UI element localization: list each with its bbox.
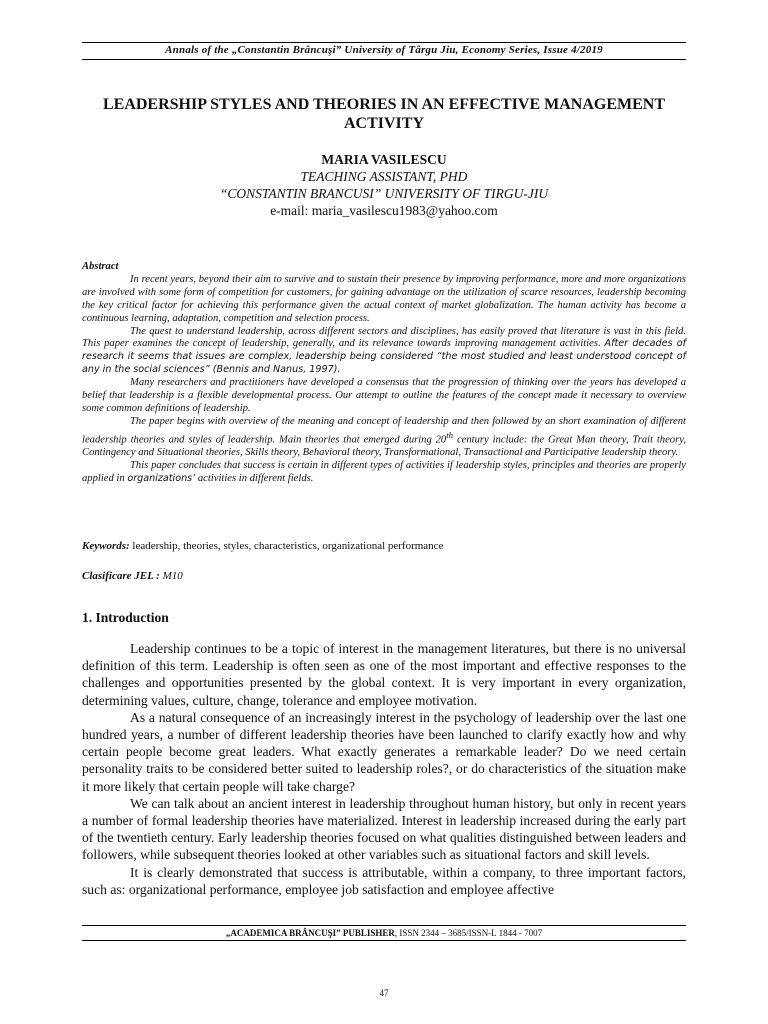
section-title: 1. Introduction xyxy=(82,610,169,625)
header-rule-top xyxy=(82,42,686,43)
keywords-label: Keywords: xyxy=(82,540,130,552)
superscript: th xyxy=(446,429,454,440)
author-affiliation: “CONSTANTIN BRANCUSI” UNIVERSITY OF TIRGU-JIU xyxy=(219,186,549,201)
abstract-text: The quest to understand leadership, across different sectors and disciplines, has easily proved that literature is vast in this field. This paper examines the concept of leadership, generally, and its relevance towards improving management activities. xyxy=(82,325,686,350)
author-name: MARIA VASILESCU xyxy=(321,152,447,167)
footer-rule-top xyxy=(82,925,686,926)
page-number: 47 xyxy=(379,988,389,998)
intro-paragraph: We can talk about an ancient interest in leadership throughout human history, but only in recent years a number of formal leadership theories have materialized. Interest in leadership increased during the early part of the twentieth century. Early leadership theories focused on what qualities distinguished between leaders and followers, while subsequent theories looked at other variables such as situational factors and skill levels. xyxy=(82,795,686,863)
header-rule-bottom xyxy=(82,59,686,60)
intro-paragraph: Leadership continues to be a topic of interest in the management literatures, but there is no universal definition of this term. Leadership is often seen as one of the most important and effective responses to the challenges and opportunities presented by the global context. It is very important in every organization, determining values, culture, change, tolerance and employee motivation. xyxy=(82,641,686,708)
jel-label: Clasificare JEL : xyxy=(82,570,160,582)
footer-publisher: „ACADEMICA BRÂNCUŞI” PUBLISHER xyxy=(225,928,395,938)
author-email: e-mail: maria_vasilescu1983@yahoo.com xyxy=(270,203,498,218)
abstract-text: This paper concludes that success is certain in different types of activities if leadership styles, principles and theories are properly applied in xyxy=(82,460,686,485)
journal-header: Annals of the „Constantin Brâncuşi” University of Târgu Jiu, Economy Series, Issue 4/2019 xyxy=(165,44,603,56)
abstract-label: Abstract xyxy=(82,261,119,272)
abstract-paragraph: Many researchers and practitioners have developed a consensus that the progression of thinking over the years has developed a belief that leadership is a flexible developmental process. Our attempt to outline the features of the concept made it necessary to overview some common definitions of leadership. xyxy=(82,377,686,414)
paper-title: LEADERSHIP STYLES AND THEORIES IN AN EFFECTIVE MANAGEMENT ACTIVITY xyxy=(102,96,666,132)
footer xyxy=(82,928,686,938)
intro-paragraph: As a natural consequence of an increasingly interest in the psychology of leadership over the last one hundred years, a number of different leadership theories have been launched to clarify exactly how and why certain people become great leaders. What exactly generates a remarkable leader? Do we need certain personality traits to be considered better suited to leadership roles?, or do characteristics of the situation make it more likely that certain people will take charge? xyxy=(82,709,686,794)
abstract-text: century include: the Great Man theory, Trait theory, Contingency and Situational theories, Skills theory, Behavioral theory, Transformational, Transactional and Participative leadership theory. xyxy=(82,434,686,459)
abstract-text: The paper begins with overview of the meaning and concept of leadership and then followed by an short examination of different leadership theories and styles of leadership. Main theories that emerged during 20 xyxy=(82,415,686,446)
jel-value: M10 xyxy=(162,570,183,582)
keywords-text: leadership, theories, styles, characteristics, organizational performance xyxy=(132,540,444,552)
abstract-text: activities in different fields. xyxy=(197,473,314,485)
abstract xyxy=(82,261,686,486)
abstract-paragraph xyxy=(82,460,686,486)
abstract-quote: After decades of research it seems that issues are complex, leadership being considered “the most studied and least understood concept of any in the social sciences” (Bennis and Nanus, 1997). xyxy=(82,338,686,376)
abstract-paragraph xyxy=(82,416,686,460)
intro-paragraph: It is clearly demonstrated that success is attributable, within a company, to three important factors, such as: organizational performance, employee job satisfaction and employee affective xyxy=(82,864,686,897)
author-position: TEACHING ASSISTANT, PHD xyxy=(300,169,468,184)
abstract-text: organizations’ xyxy=(127,473,196,485)
author-block xyxy=(82,151,686,219)
abstract-paragraph xyxy=(82,326,686,378)
abstract-paragraph: In recent years, beyond their aim to survive and to sustain their presence by improving performance, more and more organizations are involved with some form of competition for customers, for gaining advantage on the utilization of scarce resources, leadership becoming the key critical factor for achieving this performance given the actual context of market globalization. The human activity has become a continuous learning, adaptation, competition and selection process. xyxy=(82,273,686,324)
intro-body xyxy=(82,640,686,898)
jel-classification xyxy=(82,570,686,582)
keywords xyxy=(82,540,686,552)
footer-issn: , ISSN 2344 – 3685/ISSN-L 1844 - 7007 xyxy=(394,928,543,938)
footer-rule-bottom xyxy=(82,940,686,941)
